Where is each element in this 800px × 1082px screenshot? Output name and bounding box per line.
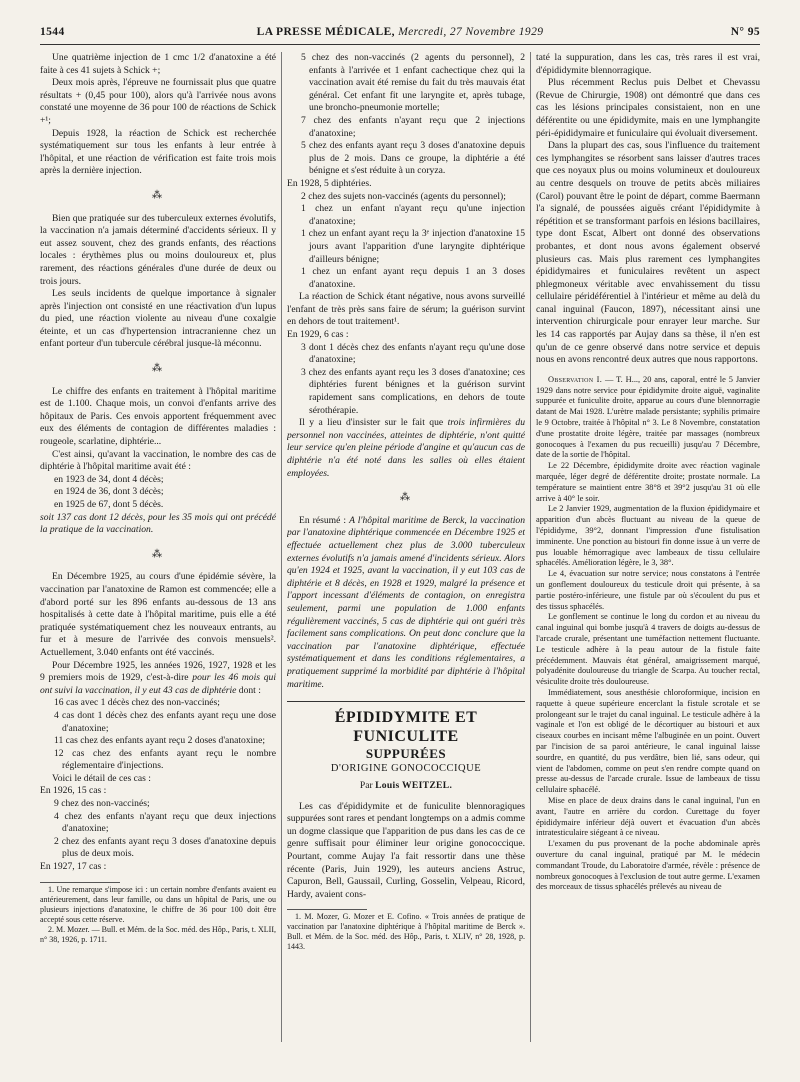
section-separator: ⁂ (400, 492, 412, 504)
text-italic: trois infirmières du personnel non vaccinées, atteintes de diphtérie, n'ont quitté leur service qu'en pleine période d'angine et qu'aucun cas de diphtérie n'a été noté dans les salles où elles étaient employées. (287, 417, 525, 479)
case-list (40, 697, 276, 773)
page-number: 1544 (40, 26, 65, 38)
text-italic: pour les 46 mois qui ont suivi la vaccination, il y eut 43 cas de diphtérie (40, 672, 276, 696)
paragraph: Les seuls incidents de quelque importance à signaler après l'injection ont consisté en une réactivation d'un lupus du pied, une réaction violente au niveau d'une coxalgie éteinte, et un cas d'hypertension intracranienne chez un enfant porteur d'un tubercule cérébral jusque-là méconnu. (40, 288, 276, 350)
observation-paragraph: Immédiatement, sous anesthésie chloroformique, incision en raquette à queue supérieure encerclant la fistule scrotale et se prolongeant sur le trajet du canal inguinal. Le testicule adhère à la vaginale et l'on est obligé de le décortiquer au bistouri et aux ciseaux courbes en incisant même l'albuginée en un point. Ouvert par l'incision de sa paroi antérieure, le canal inguinal laisse sourdre, en quantité, du pus verdâtre, bien lié, sans odeur, qui vient de l'abdomen, comme on peut s'en rendre compte quand on presse au-dessus de l'arcade crurale. Issue de lambeaux de tissu cellulaire sphacélé. (536, 687, 760, 795)
paragraph: Plus récemment Reclus puis Delbet et Chevassu (Revue de Chirurgie, 1908) ont démontré que dans ces cas les lésions principales consistaient, non en une déférentite ou une épididymite, mais en une lymphangite péri-épididymaire et funiculaire qui évoluait diversement. (536, 77, 760, 139)
text: — T. H..., 20 ans, caporal, entré le 5 Janvier 1929 dans notre service pour épididymite droite aiguë, vaginalite suppurée et funiculite droite, apparue au cours d'une blennorragie datant de Mai 1928. L'urètre malade persistante; syphilis primaire le 9 Octobre, traitée à l'hôpital n° 3. Le 8 Novembre, constatation d'une prostatite droite légère, traitée par massages (nombreux gonocoques à l'examen du pus recueilli) jusqu'au 7 Décembre, date de la sortie de l'hôpital. (536, 374, 760, 460)
issue-number: N° 95 (730, 26, 760, 38)
list-item: 1 chez un enfant ayant reçu la 3ᵉ injection d'anatoxine 15 jours avant l'apparition d'une laryngite diphtérique d'ailleurs bénigne; (301, 228, 525, 265)
article-author (287, 780, 525, 793)
observation-paragraph (536, 375, 760, 461)
paragraph: Dans la plupart des cas, sous l'influence du traitement ces lymphangites se résorbent sans laisser d'autres traces que ces noyaux plus ou moins volumineux et douloureux au centre desquels on trouve de petits abcès miliaires (Carol) pouvant être le point de départ, comme Baermann l'a signalé, de poussées aiguës créant l'épididymite à répétition et se transformant parfois en lésions bacillaires, type dont Escat, Albert ont donné des observations probantes, et dont nous avons également observé plusieurs cas. Mais plus rarement ces lymphangites épididymaires et funiculaires revêtent un aspect phlegmoneux véritable avec envahissement du tissu cellulaire péridéférentiel à l'intérieur et même au delà du canal inguinal (Faucon, 1897), nécessitant ainsi une intervention chirurgicale pour enrayer leur marche. Sur les 14 cas rapportés par Aujay dans sa thèse, il n'en est qu'un de ce genre observé dans notre service et depuis nous en avons rencontré deux autres que nous rapportons. (536, 140, 760, 366)
paragraph: Voici le détail de ces cas : (52, 772, 151, 784)
column-divider (530, 52, 531, 1042)
paragraph: Depuis 1928, la réaction de Schick est recherchée systématiquement sur tous les enfants à leur entrée à l'hôpital, et une réaction de vérification est faite trois mois après la dernière injection. (40, 127, 276, 177)
list-item: 9 chez des non-vaccinés; (54, 798, 150, 810)
page-header (40, 26, 760, 44)
footnote: 1. Une remarque s'impose ici : un certain nombre d'enfants avaient eu antérieurement, dans leur famille, ou dans un hôpital de Paris, une ou plusieurs injections d'anatoxine, le chiffre de 36 pour 100 doit être accepté sous cette réserve. (40, 884, 276, 924)
paragraph-italic: soit 137 cas dont 12 décès, pour les 35 mois qui ont précédé la pratique de la vaccination. (40, 511, 276, 536)
list-item: en 1923 de 34, dont 4 décès; (54, 473, 164, 485)
issue-date: Mercredi, 27 Novembre 1929 (398, 26, 544, 38)
observation-paragraph: Le 22 Décembre, épididymite droite avec réaction vaginale marquée, léger degré de déférentite droite; prostate normale. La température se maintient entre 38°8 et 39°2 jusqu'au 31 où elle arrive à 40° le soir. (536, 461, 760, 503)
list-item: 4 cas dont 1 décès chez des enfants ayant reçu une dose d'anatoxine; (54, 709, 276, 734)
list-item: 12 cas chez des enfants ayant reçu le nombre réglementaire d'injections. (54, 747, 276, 772)
footnote: 2. M. Mozer. — Bull. et Mém. de la Soc. méd. des Hôp., Paris, t. XLII, n° 38, 1926, p. 1711. (40, 924, 276, 944)
case-list (40, 474, 276, 512)
paragraph: Le chiffre des enfants en traitement à l'hôpital maritime est de 1.100. Chaque mois, un convoi d'enfants arrive des hôpitaux de Paris. Ces envois apportent fréquemment avec eux des éléments de contagion de différentes maladies : rougeole, scarlatine, diphtérie... (40, 385, 276, 448)
text-italic: A l'hôpital maritime de Berck, la vaccination par l'anatoxine diphtérique commencée en Décembre 1925 et effectuée actuellement chez plus de 3.000 tuberculeux externes évolutifs n'a jamais amené d'incidents sérieux. Alors qu'en 1924 et 1925, avant la vaccination, il y eut 103 cas de diphtérie et 8 décès, en 1928 et 1929, malgré la présence et l'apport incessant d'éléments de contagion, on enregistra seulement, parmi une population de 1.000 enfants régulièrement vaccinés, 5 cas de diphtérie qui ont guéri très facilement sans complications. On peut donc conclure que la vaccination par l'anatoxine diphtérique, effectuée systématiquement et dans les conditions réglementaires, a pratiquement supprimé la morbidité par diphtérie à l'hôpital maritime. (287, 514, 525, 690)
list-item: 4 chez des enfants n'ayant reçu que deux injections d'anatoxine; (54, 810, 276, 835)
list-item: 16 cas avec 1 décès chez des non-vaccinés; (54, 697, 220, 709)
paragraph: taté la suppuration, dans les cas, très rares il est vrai, d'épididymite blennorragique. (536, 52, 760, 76)
list-item: 1 chez un enfant ayant reçu depuis 1 an 3 doses d'anatoxine. (301, 266, 525, 290)
paragraph (40, 660, 276, 698)
year-heading: En 1929, 6 cas : (287, 329, 349, 341)
case-list (287, 342, 525, 418)
footnote: 1. M. Mozer, G. Mozer et E. Cofino. « Trois années de pratique de vaccination par l'anatoxine diphtérique à l'hôpital maritime de Berck ». Bull. et Mém. de la Soc. méd. des Hôp., Paris, t. XLIV, n° 28, 1928, p. 1443. (287, 912, 525, 952)
paragraph: C'est ainsi, qu'avant la vaccination, le nombre des cas de diphtérie à l'hôpital maritime avait été : (40, 448, 276, 473)
list-item: 5 chez des enfants ayant reçu 3 doses d'anatoxine depuis plus de 2 mois. Dans ce groupe, la diphtérie a été bénigne et s'est réduite à un coryza. (301, 140, 525, 177)
list-item: 3 dont 1 décès chez des enfants n'ayant reçu qu'une dose d'anatoxine; (301, 341, 525, 366)
list-item: 2 chez des sujets non-vaccinés (agents du personnel); (301, 190, 506, 202)
column-middle (287, 52, 525, 1052)
author-name: Louis WEITZEL. (375, 780, 453, 792)
observation-label: Observation I. (548, 374, 603, 384)
observation-paragraph: Mise en place de deux drains dans le canal inguinal, l'un en avant, l'autre en arrière du cordon. Curettage du foyer épididymaire inférieur déjà ouvert et évacuation d'un abcès intratesticulaire siégeant à ce niveau. (536, 795, 760, 838)
list-item: 5 chez des non-vaccinés (2 agents du personnel), 2 enfants à l'arrivée et 1 enfant cachectique chez qui la vaccination avait été remise du fait du très mauvais état général. Cet enfant fit une laryngite et, après tubage, une broncho-pneumonie mortelle; (301, 52, 525, 114)
year-heading: En 1927, 17 cas : (40, 861, 107, 873)
article-subtitle-2: D'ORIGINE GONOCOCCIQUE (330, 763, 482, 775)
paragraph: Les cas d'épididymite et de funiculite blennoragiques suppurées sont rares et pendant longtemps on a admis comme un dogme classique que l'apparition de pus dans les cas de ce genre suffisait pour éliminer leur origine gonococcique. Pourtant, comme Aujay l'a fait ressortir dans une thèse récente (Paris, Juin 1929), les auteurs anciens Astruc, Capuron, Bell, Gaussail, Curling, Gosselin, Velpeau, Ricord, Hardy, avaient cons- (287, 800, 525, 900)
observation-paragraph: Le 2 Janvier 1929, augmentation de la fluxion épididymaire et apparition d'un abcès fluctuant au niveau de la queue de l'épididyme, 39°2, donnant l'impression d'une fistulisation imminente. Une ponction au bistouri fin donne issue à un verre de pus louable hémorragique avec lambeaux de tissu cellulaire sphacélés. Amélioration légère, le 3, 38°. (536, 504, 760, 568)
paragraph: La réaction de Schick étant négative, nous avons surveillé l'enfant de très près sans faire de sérum; la guérison survint en dehors de tout traitement¹. (287, 291, 525, 328)
list-item: 3 chez des enfants ayant reçu les 3 doses d'anatoxine; ces diphtéries furent bénignes et la guérison survint rapidement sans complications, en dehors de toute sérothérapie. (301, 366, 525, 416)
paragraph: Une quatrième injection de 1 cmc 1/2 d'anatoxine a été faite à ces 41 sujets à Schick +; (40, 52, 276, 76)
list-item: 1 chez un enfant n'ayant reçu qu'une injection d'anatoxine; (301, 203, 525, 227)
column-left (40, 52, 276, 1052)
list-item: en 1924 de 36, dont 3 décès; (54, 486, 164, 498)
text: dont : (238, 684, 261, 696)
paragraph (287, 417, 525, 480)
header-rule (40, 44, 760, 45)
list-item: 7 chez des enfants n'ayant reçu que 2 injections d'anatoxine; (301, 114, 525, 139)
article-title: ÉPIDIDYMITE ET FUNICULITE (334, 709, 478, 746)
list-item: 11 cas chez des enfants ayant reçu 2 doses d'anatoxine; (54, 735, 266, 747)
spacer (536, 367, 760, 375)
year-heading: En 1926, 15 cas : (40, 785, 107, 797)
paragraph: En Décembre 1925, au cours d'une épidémie sévère, la vaccination par l'anatoxine de Ramon est commencée; elle a d'abord porté sur les 896 enfants au-dessous de 13 ans hospitalisés à cette date à l'hôpital maritime, puis elle a été pratiquée systématiquement chez les nouveaux entrants, au fur et à mesure de l'arrivée des convois mensuels². Actuellement, 3.040 enfants ont été vaccinés. (40, 571, 276, 658)
year-heading: En 1928, 5 diphtéries. (287, 177, 372, 189)
article-rule (287, 701, 525, 702)
observation-paragraph: Le gonflement se continue le long du cordon et au niveau du canal inguinal qui bombe jusqu'à 4 travers de doigts au-dessus de l'arcade crurale, présentant une tuméfaction nettement fluctuante. Le testicule adhère à la peau autour de la fistule faite précédemment. Mauvais état général, amaigrissement marqué, polyadénite douloureuse du triangle de Scarpa. Au toucher rectal, vésiculite droite très douloureuse. (536, 612, 760, 687)
section-separator: ⁂ (152, 363, 164, 375)
column-divider (281, 52, 282, 1042)
observation-paragraph: Le 4, évacuation sur notre service; nous constatons à l'entrée un gonflement douloureux du testicule droit qui présente, à sa partie postéro-inférieure, une fistule par où s'écoulent du pus et des tissus sphacélés. (536, 569, 760, 611)
observation-block (536, 375, 760, 893)
summary-paragraph (287, 515, 525, 691)
list-item: en 1925 de 67, dont 5 décès. (54, 499, 164, 510)
text: Pour Décembre 1925, les années 1926, 1927, 1928 et les 9 premiers mois de 1929, c'est-à-dire (40, 659, 276, 684)
text: Il y a lieu d'insister sur le fait que (299, 417, 444, 429)
journal-name: LA PRESSE MÉDICALE, (256, 26, 395, 38)
by-label: Par (359, 780, 373, 792)
section-separator: ⁂ (152, 189, 164, 201)
paragraph: Deux mois après, l'épreuve ne fournissait plus que quatre résultats + (0,45 pour 100), alors qu'à l'arrivée nous avons constaté une moyenne de 36 pour 100 de réactions de Schick +¹; (40, 77, 276, 126)
case-list (40, 798, 276, 861)
list-item: 2 chez des enfants ayant reçu 3 doses d'anatoxine depuis plus de deux mois. (54, 835, 276, 860)
text: En résumé : (299, 514, 347, 526)
case-list (287, 191, 525, 292)
journal-title (40, 26, 760, 38)
case-list (287, 52, 525, 178)
observation-paragraph: L'examen du pus provenant de la poche abdominale après ouverture du canal inguinal, pratiqué par M. le médecin commandant Troude, du Laboratoire d'armée, révèle : présence de nombreux gonocoques à l'exclusion de tout autre germe. L'examen des morceaux de tissus sphacélés prélevés au niveau de (536, 839, 760, 892)
column-right (536, 52, 760, 1052)
paragraph: Bien que pratiquée sur des tuberculeux externes évolutifs, la vaccination n'a jamais déterminé d'accidents sérieux. Il y eut assez souvent, chez des grands enfants, des réactions locales : érythèmes plus ou moins douloureux et, plus rarement, des réactions générales d'une durée de deux ou trois jours. (40, 212, 276, 287)
article-subtitle: SUPPURÉES (365, 746, 447, 762)
section-separator: ⁂ (152, 548, 164, 560)
